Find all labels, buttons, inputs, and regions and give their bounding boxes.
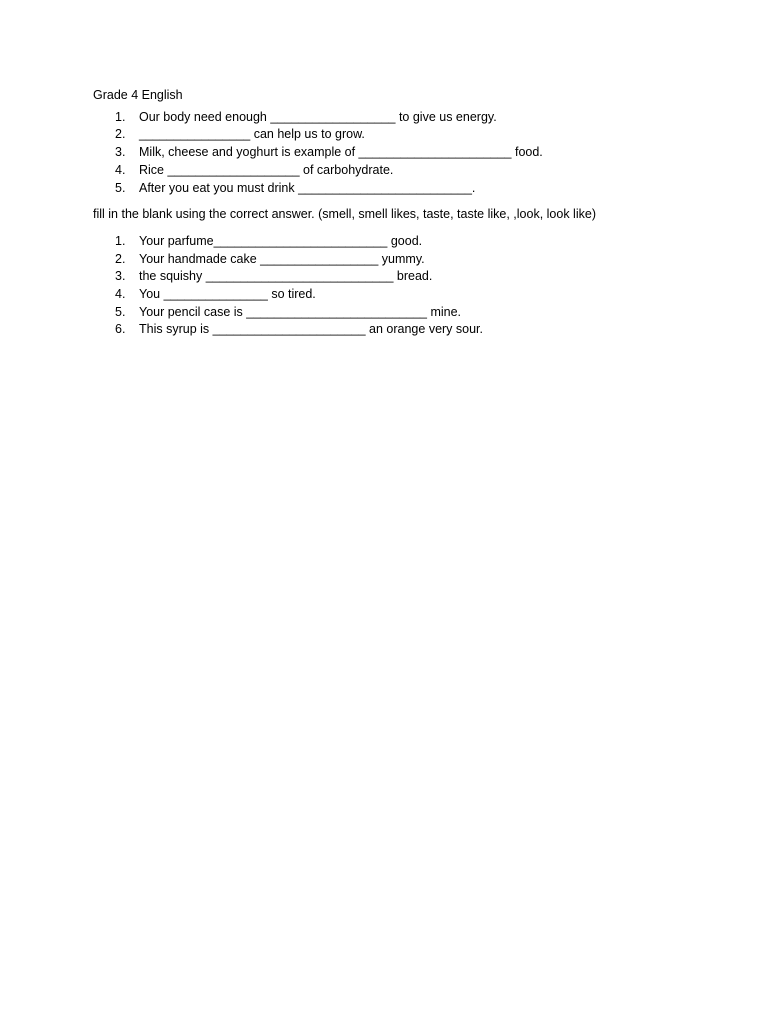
question-number: 5. <box>115 180 126 195</box>
question-text: Our body need enough __________________ to give us energy. <box>139 109 497 124</box>
question-text: Milk, cheese and yoghurt is example of ______________________ food. <box>139 145 543 160</box>
question-text: Your pencil case is __________________________ mine. <box>139 304 462 319</box>
question-item <box>93 286 733 304</box>
question-number: 3. <box>115 145 126 160</box>
question-text: ________________ can help us to grow. <box>139 127 365 142</box>
question-number: 2. <box>115 127 126 142</box>
question-text: Your parfume_________________________ good. <box>139 233 423 248</box>
question-list-2 <box>93 233 733 339</box>
question-number: 6. <box>115 322 126 337</box>
question-text: Your handmade cake _________________ yummy. <box>139 251 425 266</box>
question-number: 4. <box>115 287 126 302</box>
question-number: 1. <box>115 109 126 124</box>
question-item <box>93 126 733 144</box>
question-item <box>93 144 733 162</box>
question-number: 1. <box>115 233 126 248</box>
question-item <box>93 233 733 251</box>
question-item <box>93 251 733 269</box>
question-item <box>93 321 733 339</box>
worksheet-page <box>93 87 733 339</box>
instruction-text: fill in the blank using the correct answer. (smell, smell likes, taste, taste like, ,look, look like) <box>93 207 596 222</box>
question-number: 2. <box>115 251 126 266</box>
question-text: Rice ___________________ of carbohydrate. <box>139 162 394 177</box>
question-number: 3. <box>115 269 126 284</box>
question-item <box>93 268 733 286</box>
question-item <box>93 162 733 180</box>
question-text: This syrup is ______________________ an orange very sour. <box>139 322 484 337</box>
question-text: You _______________ so tired. <box>139 287 316 302</box>
question-text: the squishy ___________________________ bread. <box>139 269 433 284</box>
question-list-1 <box>93 109 733 198</box>
question-item <box>93 304 733 322</box>
question-item <box>93 180 733 198</box>
question-number: 4. <box>115 162 126 177</box>
worksheet-title: Grade 4 English <box>93 88 183 102</box>
question-number: 5. <box>115 304 126 319</box>
question-item <box>93 109 733 127</box>
question-text: After you eat you must drink _________________________. <box>139 180 476 195</box>
